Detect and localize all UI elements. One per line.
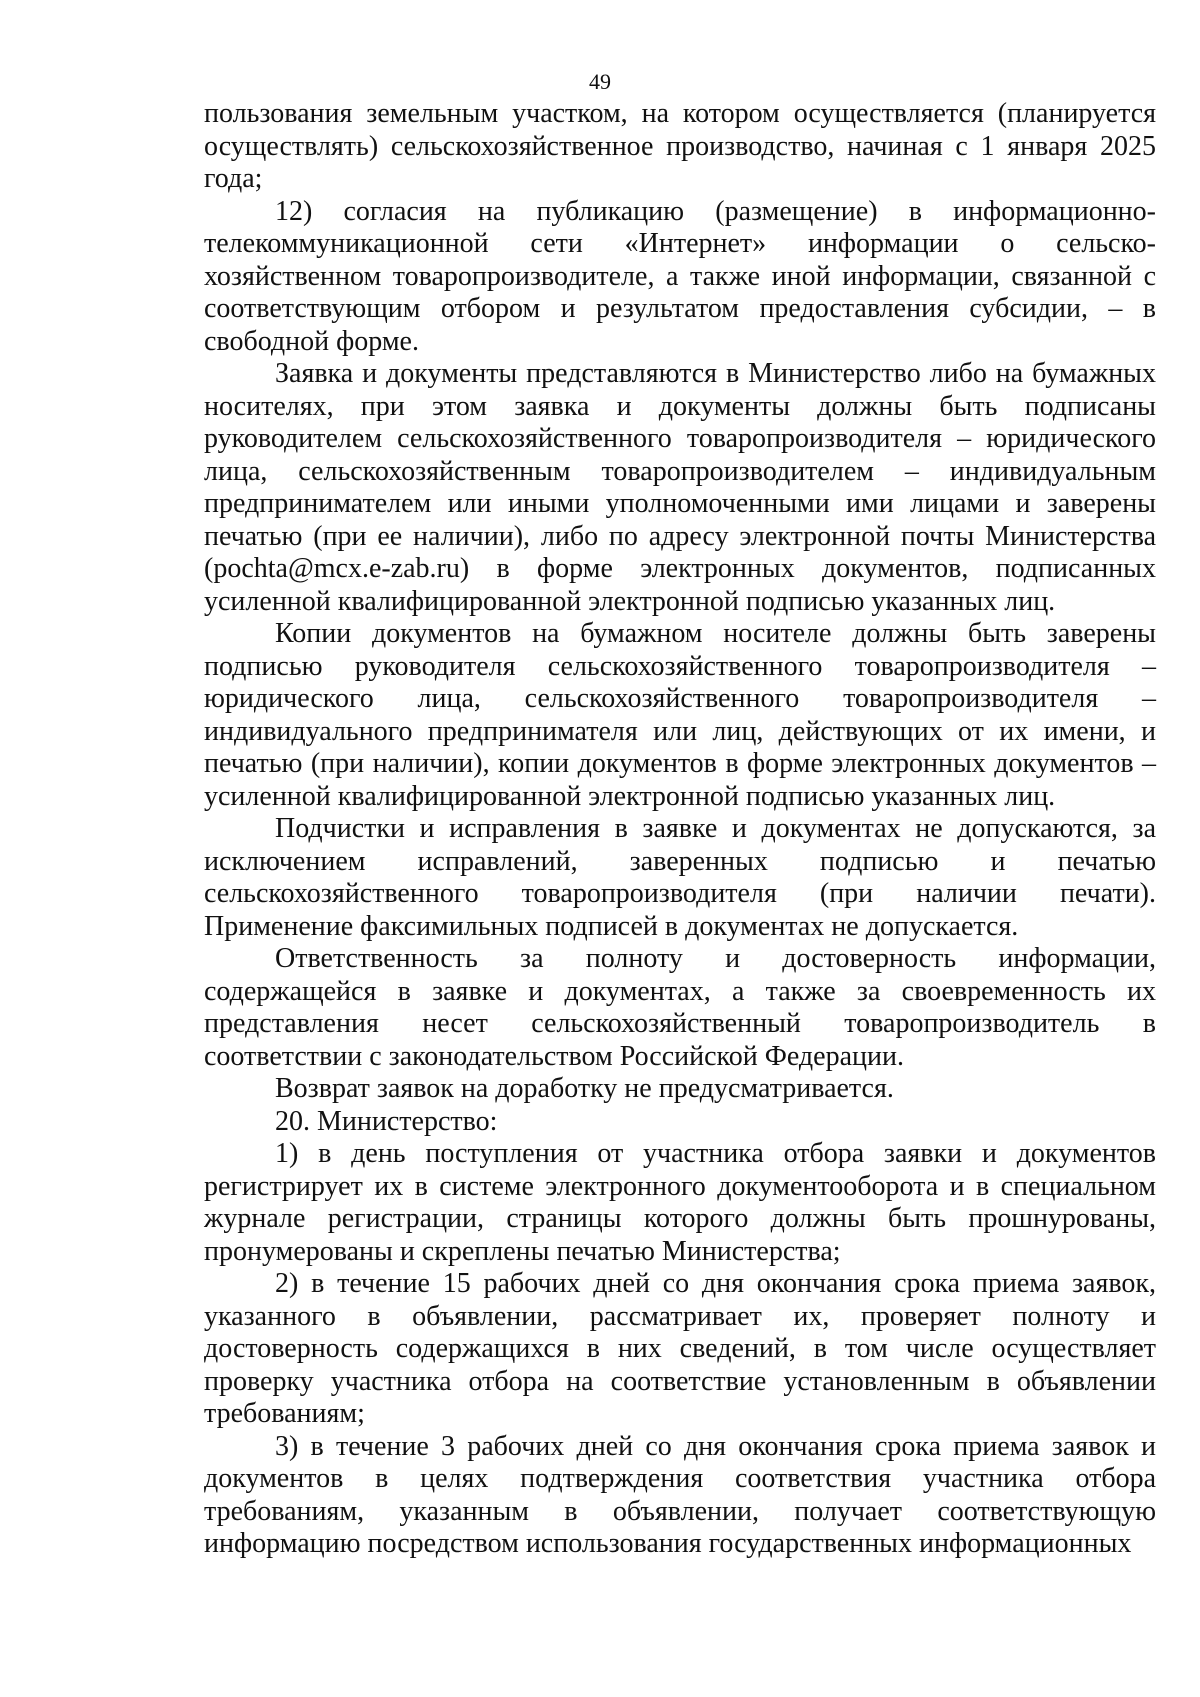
paragraph-item-3-verification: 3) в течение 3 рабочих дней со дня окончания срока приема заявок и документов в целях подтверждения соответствия участника отбора требованиям, указанным в объявлении, получает соответствующую информацию посредством использования государственных информационных xyxy=(204,1430,1156,1559)
paragraph-item-1-registration: 1) в день поступления от участника отбора заявки и документов регистрирует их в системе электронного документооборота и в специальном журнале регистрации, страницы которого должны быть прошнурованы, пронумерованы и скреплены печатью Министерства; xyxy=(204,1138,1156,1267)
paragraph-no-return: Возврат заявок на доработку не предусматривается. xyxy=(275,1073,894,1104)
paragraph-document-copies: Копии документов на бумажном носителе должны быть заверены подписью руководителя сельскохозяйственного товаропроизводителя – юридического лица, сельскохозяйственного товаропроизводителя – индивидуального предпринимателя или лиц, действующих от их имени, и печатью (при наличии), копии документов в форме электронных документов – усиленной квалифицированной электронной подписью указанных лиц. xyxy=(204,618,1156,812)
paragraph-land-use-continuation: пользования земельным участком, на котором осуществляется (планируется осуществлять) сельскохозяйственное производство, начиная с 1 января 2025 года; xyxy=(204,98,1156,194)
paragraph-corrections: Подчистки и исправления в заявке и документах не допускаются, за исключением исправлений, заверенных подписью и печатью сельскохозяйственного товаропроизводителя (при наличии печати). Применение факсимильных подписей в документах не допускается. xyxy=(204,813,1156,942)
document-body xyxy=(204,98,1156,1561)
page-number: 49 xyxy=(589,69,611,94)
paragraph-application-submission: Заявка и документы представляются в Министерство либо на бумажных носителях, при этом заявка и документы должны быть подписаны руководителем сельскохозяйственного товаропроизводителя – юридического лица, сельскохозяйственным товаропроизводителем – индивидуальным предпринимателем или иными уполномоченными ими лицами и заверены печатью (при ее наличии), либо по адресу электронной почты Министерства (pochta@mcx.e-zab.ru) в форме электронных документов, подписанных усиленной квалифицированной электронной подписью указанных лиц. xyxy=(204,358,1156,617)
paragraph-responsibility: Ответственность за полноту и достоверность информации, содержащейся в заявке и документах, а также за своевременность их представления несет сельскохозяйственный товаропроизводитель в соответствии с законодательством Российской Федерации. xyxy=(204,943,1156,1072)
paragraph-item-2-review: 2) в течение 15 рабочих дней со дня окончания срока приема заявок, указанного в объявлении, рассматривает их, проверяет полноту и достоверность содержащихся в них сведений, в том числе осуществляет проверку участника отбора на соответствие установленным в объявлении требованиям; xyxy=(204,1268,1156,1429)
paragraph-section-20-heading: 20. Министерство: xyxy=(275,1105,498,1137)
paragraph-item-12-consent: 12) согласия на публикацию (размещение) в информационно-телекоммуникационной сети «Интернет» информации о сельско-хозяйственном товаропроизводителе, а также иной информации, связанной с соответствующим отбором и результатом предоставления субсидии, – в свободной форме. xyxy=(204,195,1156,357)
